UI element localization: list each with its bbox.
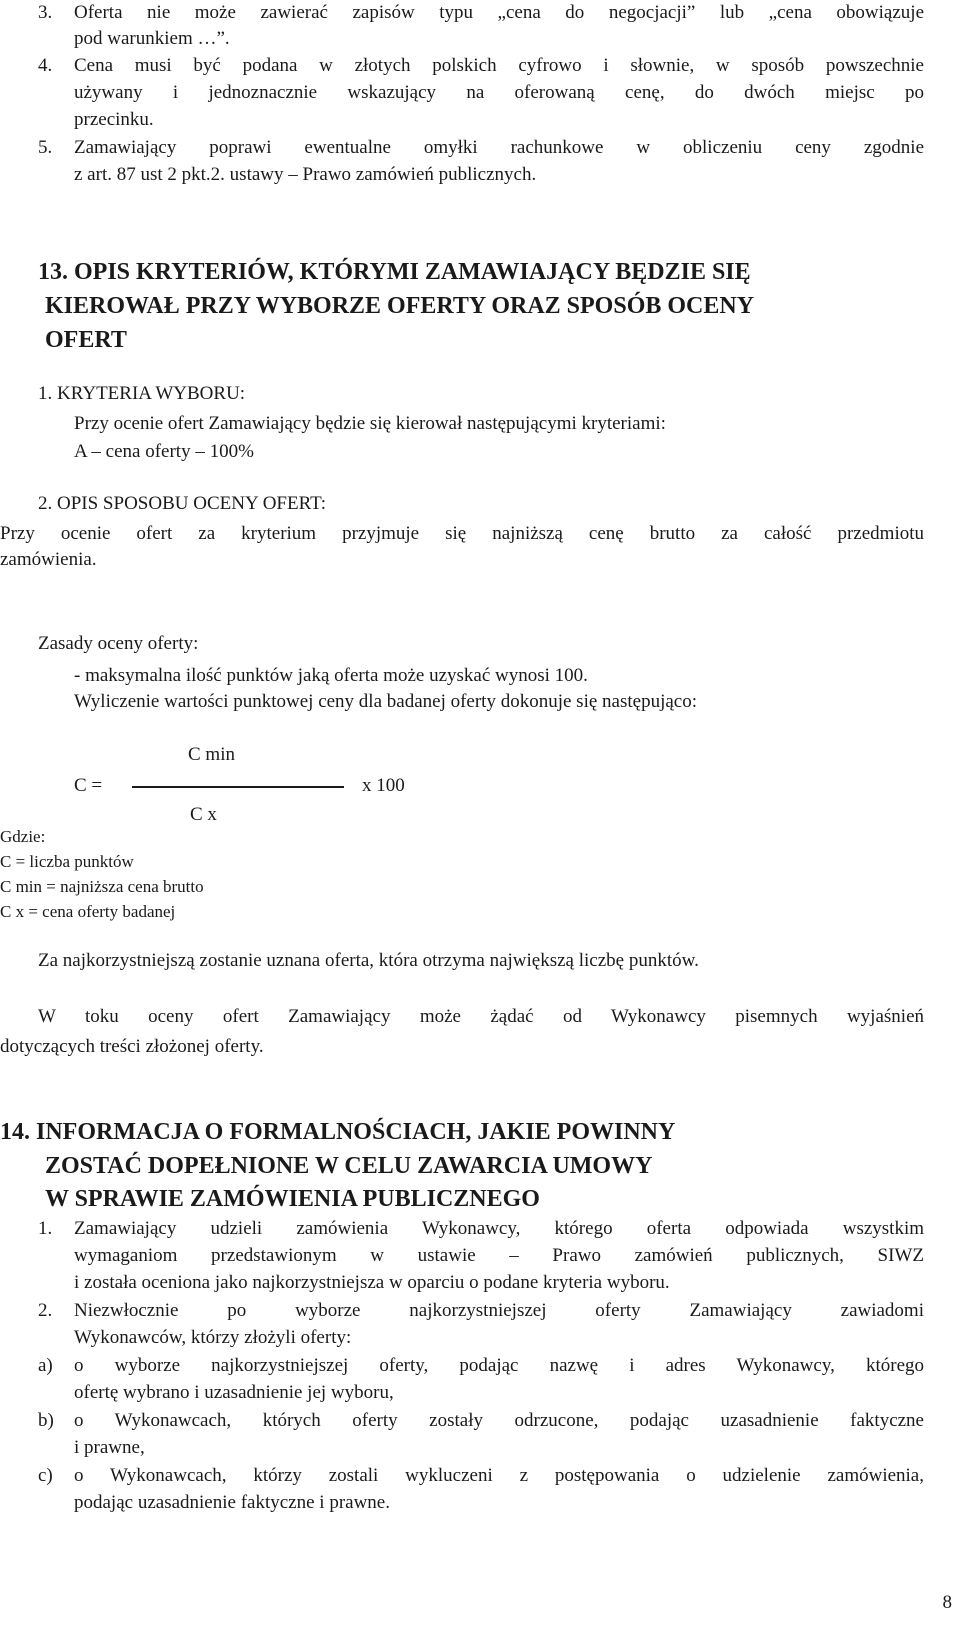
list-item-line: Zamawiający poprawi ewentualne omyłki rachunkowe w obliczeniu ceny zgodnie	[74, 137, 924, 158]
list-item-number: 3.	[38, 2, 53, 23]
formula-lhs: C =	[74, 775, 103, 796]
list-item-line: i została oceniona jako najkorzystniejsza w oparciu o podane kryteria wyboru.	[74, 1272, 670, 1293]
sublist-item-line: o wyborze najkorzystniejszej oferty, podając nazwę i adres Wykonawcy, którego	[74, 1355, 924, 1376]
list-item-line: Zamawiający udzieli zamówienia Wykonawcy, którego oferta odpowiada wszystkim	[74, 1218, 924, 1239]
sublist-item-line: o Wykonawcach, którzy zostali wykluczeni z postępowania o udzielenie zamówienia,	[74, 1465, 924, 1486]
heading-line: ZOSTAĆ DOPEŁNIONE W CELU ZAWARCIA UMOWY	[45, 1153, 653, 1179]
scoring-rule: Wyliczenie wartości punktowej ceny dla badanej oferty dokonuje się następująco:	[74, 691, 697, 712]
list-item-line: z art. 87 ust 2 pkt.2. ustawy – Prawo zamówień publicznych.	[74, 164, 537, 185]
heading-line: W SPRAWIE ZAMÓWIENIA PUBLICZNEGO	[45, 1186, 540, 1212]
heading-line: 13. OPIS KRYTERIÓW, KTÓRYMI ZAMAWIAJĄCY BĘDZIE SIĘ	[38, 259, 751, 285]
sublist-item-line: ofertę wybrano i uzasadnienie jej wyboru,	[74, 1382, 394, 1403]
fraction-bar	[132, 786, 344, 788]
score-formula	[0, 740, 960, 830]
sublist-item-line: podając uzasadnienie faktyczne i prawne.	[74, 1492, 390, 1513]
definition-item: C = liczba punktów	[0, 852, 134, 871]
list-item-number: 2.	[38, 1300, 53, 1321]
list-item-line: używany i jednoznacznie wskazujący na oferowaną cenę, do dwóch miejsc po	[74, 82, 924, 103]
scoring-rule: - maksymalna ilość punktów jaką oferta może uzyskać wynosi 100.	[74, 665, 588, 686]
paragraph-line: dotyczących treści złożonej oferty.	[0, 1036, 264, 1057]
best-offer-text: Za najkorzystniejszą zostanie uznana oferta, która otrzyma największą liczbę punktów.	[38, 950, 699, 971]
formula-numerator: C min	[188, 744, 235, 765]
scoring-rules-title: Zasady oceny oferty:	[38, 633, 199, 654]
list-item-line: pod warunkiem …”.	[74, 28, 230, 49]
formula-denominator: C x	[190, 804, 217, 825]
heading-line: OFERT	[45, 327, 127, 353]
page-number: 8	[942, 1592, 952, 1613]
sublist-item-letter: a)	[38, 1355, 53, 1376]
list-item-line: przecinku.	[74, 109, 154, 130]
sublist-item-letter: b)	[38, 1410, 54, 1431]
formula-multiplier: x 100	[362, 775, 405, 796]
paragraph-line: W toku oceny ofert Zamawiający może żądać od Wykonawcy pisemnych wyjaśnień	[38, 1006, 924, 1027]
sublist-item-letter: c)	[38, 1465, 53, 1486]
list-item-line: Niezwłocznie po wyborze najkorzystniejszej oferty Zamawiający zawiadomi	[74, 1300, 924, 1321]
heading-line: KIEROWAŁ PRZY WYBORZE OFERTY ORAZ SPOSÓB OCENY	[45, 293, 755, 319]
criteria-title: 1. KRYTERIA WYBORU:	[38, 383, 246, 404]
evaluation-method-title: 2. OPIS SPOSOBU OCENY OFERT:	[38, 493, 327, 514]
list-item-number: 5.	[38, 137, 53, 158]
list-item-line: Wykonawców, którzy złożyli oferty:	[74, 1327, 352, 1348]
criteria-text: Przy ocenie ofert Zamawiający będzie się kierował następującymi kryteriami:	[74, 413, 666, 434]
list-item-line: wymaganiom przedstawionym w ustawie – Prawo zamówień publicznych, SIWZ	[74, 1245, 924, 1266]
definitions-label: Gdzie:	[0, 827, 46, 846]
list-item-line: Oferta nie może zawierać zapisów typu „cena do negocjacji” lub „cena obowiązuje	[74, 2, 924, 23]
list-item-number: 4.	[38, 55, 53, 76]
evaluation-method-line: Przy ocenie ofert za kryterium przyjmuje się najniższą cenę brutto za całość przedmiotu	[0, 523, 924, 544]
sublist-item-line: i prawne,	[74, 1437, 145, 1458]
list-item-number: 1.	[38, 1218, 53, 1239]
definition-item: C min = najniższa cena brutto	[0, 877, 204, 896]
heading-line: 14. INFORMACJA O FORMALNOŚCIACH, JAKIE POWINNY	[0, 1119, 676, 1145]
criteria-value: A – cena oferty – 100%	[74, 441, 254, 462]
sublist-item-line: o Wykonawcach, których oferty zostały odrzucone, podając uzasadnienie faktyczne	[74, 1410, 924, 1431]
list-item-line: Cena musi być podana w złotych polskich cyfrowo i słownie, w sposób powszechnie	[74, 55, 924, 76]
definition-item: C x = cena oferty badanej	[0, 902, 176, 921]
evaluation-method-line: zamówienia.	[0, 549, 97, 570]
